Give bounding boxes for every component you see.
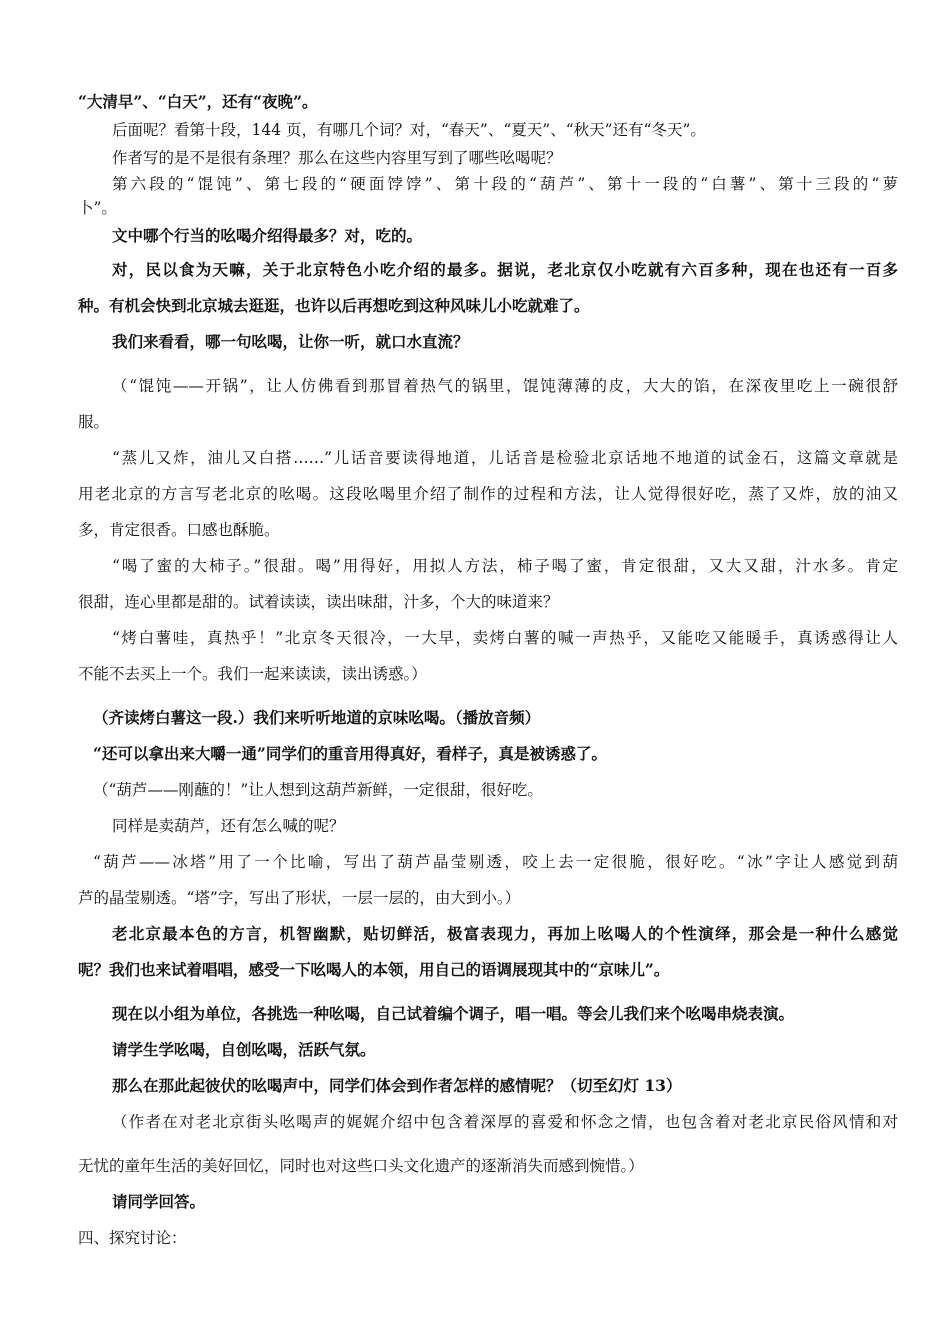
paragraph-7-line-1: 我们来看看，哪一句吆喝，让你一听，就口水直流？	[112, 332, 469, 351]
paragraph-12-line-1: （齐读烤白薯这一段.）我们来听听地道的京味吆喝。（播放音频）	[93, 708, 541, 727]
paragraph-14-line-1: （“葫芦——刚蘸的！”让人想到这葫芦新鲜，一定很甜，很好吃。	[93, 781, 543, 799]
paragraph-6-line-1: 对，民以食为天嘛，关于北京特色小吃介绍的最多。据说，老北京仅小吃就有六百多种，现在也还有一百多	[112, 260, 898, 279]
paragraph-5-line-1: 文中哪个行当的吆喝介绍得最多？对，吃的。	[112, 226, 423, 245]
paragraph-8-line-1: （“馄饨——开锅”，让人仿佛看到那冒着热气的锅里，馄饨薄薄的皮，大大的馅，在深夜里吃上一碗很舒	[112, 377, 898, 395]
paragraph-6-line-2: 种。有机会快到北京城去逛逛，也许以后再想吃到这种风味儿小吃就难了。	[78, 296, 590, 315]
paragraph-22-line-1: 请同学回答。	[112, 1192, 206, 1211]
paragraph-18-line-1: 现在以小组为单位，各挑选一种吆喝，自己试着编个调子，唱一唱。等会儿我们来个吆喝串烧表演。	[112, 1004, 795, 1023]
paragraph-8-line-2: 服。	[78, 413, 110, 431]
paragraph-13-line-1: “还可以拿出来大嚼一通”同学们的重音用得真好，看样子，真是被诱惑了。	[93, 744, 607, 763]
paragraph-9-line-3: 多，肯定很香。口感也酥脆。	[78, 521, 280, 539]
paragraph-1-line-1: “大清早”、“白天”，还有“夜晚”。	[78, 92, 318, 111]
paragraph-17-line-2: 呢？我们也来试着唱唱，感受一下吆喝人的本领，用自己的语调展现其中的“京味儿”。	[78, 960, 670, 979]
paragraph-15-line-1: 同样是卖葫芦，还有怎么喊的呢？	[112, 817, 345, 835]
paragraph-9-line-1: “蒸儿又炸，油儿又白搭……”儿话音要读得地道，儿话音是检验北京话地不地道的试金石，这篇文章就是	[112, 449, 898, 467]
paragraph-4-line-1: 第六段的“馄饨”、第七段的“硬面饽饽”、第十段的“葫芦”、第十一段的“白薯”、第十三段的“萝	[112, 175, 898, 193]
paragraph-21-line-1: （作者在对老北京街头吆喝声的娓娓介绍中包含着深厚的喜爱和怀念之情，也包含着对老北京民俗风情和对	[112, 1113, 898, 1131]
paragraph-10-line-2: 很甜，连心里都是甜的。试着读读，读出味甜，汁多，个大的味道来？	[78, 593, 559, 611]
paragraph-10-line-1: “喝了蜜的大柿子。”很甜。喝”用得好，用拟人方法，柿子喝了蜜，肯定很甜，又大又甜，汁水多。肯定	[112, 557, 898, 575]
paragraph-16-line-2: 芦的晶莹剔透。“塔”字，写出了形状，一层一层的，由大到小。）	[78, 889, 521, 907]
paragraph-19-line-1: 请学生学吆喝，自创吆喝，活跃气氛。	[112, 1040, 376, 1059]
paragraph-11-line-1: “烤白薯哇，真热乎！”北京冬天很冷，一大早，卖烤白薯的喊一声热乎，又能吃又能暖手，真诱惑得让人	[112, 629, 898, 647]
paragraph-9-line-2: 用老北京的方言写老北京的吆喝。这段吆喝里介绍了制作的过程和方法，让人觉得很好吃，蒸了又炸，放的油又	[78, 485, 898, 503]
paragraph-17-line-1: 老北京最本色的方言，机智幽默，贴切鲜活，极富表现力，再加上吆喝人的个性演绎，那会是一种什么感觉	[112, 924, 898, 943]
paragraph-3-line-1: 作者写的是不是很有条理？那么在这些内容里写到了哪些吆喝呢？	[112, 149, 562, 167]
paragraph-16-line-1: “葫芦——冰塔”用了一个比喻，写出了葫芦晶莹剔透，咬上去一定很脆，很好吃。“冰”字让人感觉到葫	[93, 853, 898, 871]
paragraph-4-line-2: 卜”。	[78, 199, 117, 217]
paragraph-20-line-1: 那么在那此起彼伏的吆喝声中，同学们体会到作者怎样的感情呢？（切至幻灯 13）	[112, 1076, 682, 1095]
paragraph-2-line-1: 后面呢？看第十段，144 页，有哪几个词？对，“春天”、“夏天”、“秋天”还有“冬天”。	[112, 121, 706, 139]
paragraph-21-line-2: 无忧的童年生活的美好回忆，同时也对这些口头文化遗产的逐渐消失而感到惋惜。）	[78, 1157, 644, 1175]
paragraph-23-line-1: 四、探究讨论：	[78, 1229, 187, 1247]
paragraph-11-line-2: 不能不去买上一个。我们一起来读读，读出诱惑。）	[78, 665, 427, 683]
